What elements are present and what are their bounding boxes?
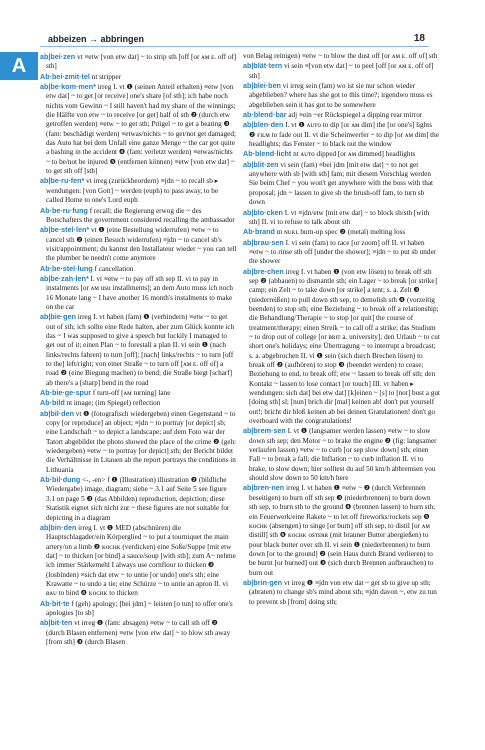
entry-text: vt irreg ❶ (fam: absagen) ≡etw ~ to call sth off ❷ (durch Blasen entfernen) ≡etw [von etw dat] ~ to blow sth away [from sth] ❸ (durch Blasen xyxy=(46,619,231,646)
headword: ab|bil·den xyxy=(40,408,74,418)
headword: ab·blend·bar xyxy=(243,110,287,120)
entry-text: f (geh) apology; [bei jdm] ~ leisten [o tun] to offer one's apologies [to sb] xyxy=(46,599,233,617)
entry-text: adj ≡ein ~er Rückspiegel a dipping rear mirror xyxy=(286,111,423,120)
headword: Ab·brand xyxy=(243,227,275,237)
headword: ab|blei·ben xyxy=(243,81,281,91)
entry-text: irreg I. vt ❶ (seinen Anteil erhalten) ≡etw [von etw dat] ~ to get [or receive] one's share [of sth]; ich habe noch nichts vom Gewinn ~ I still haven't had my share of the winnings; die Hälfte von etw ~ to receive [or get] half of sth ❷ (durch etw getroffen werden) ≡etw ~ to get sth; Prügel ~ to get a beating ❸ (fam: beschädigt werden) ≡etwas/nichts ~ to get/not get damaged; das Auto hat bei dem Unfall eine ganze Menge ~ the car got quite a bashing in the accident ❹ (fam: verletzt werden) ≡etwas/nichts ~ to be/not be injured ❺ (entfernen können) ≡etw [von etw dat] ~ to get sth off [sth] xyxy=(46,83,236,176)
headword: ab|be·ru·fen* xyxy=(40,176,85,186)
running-head: abbeizen → abbringen xyxy=(48,34,145,44)
headword: Ab·bie·ge·spur xyxy=(40,388,92,398)
dictionary-entry xyxy=(40,225,237,263)
dictionary-entry xyxy=(40,388,237,398)
entry-text: nt ᴀᴜᴛᴏ dipped [or ᴀᴍ dimmed] headlights xyxy=(291,150,416,159)
headword: Ab·be·stel·lung xyxy=(40,263,93,273)
dictionary-entry xyxy=(243,110,440,120)
dictionary-entry xyxy=(40,206,237,226)
dictionary-entry xyxy=(243,52,440,61)
header-rule xyxy=(40,46,429,47)
entry-text: irreg I. vt haben ❶ ≡etw ~ ❷ (durch Verbrennen beseitigen) to burn off sth sep ❸ (niederbrennen) to burn down sth sep, to burn sth to the ground ❹ (brennen lassen) to burn sth; ein Feuerwerk/eine Rakete ~ to let off fireworks/rockets sep ❺ ᴋᴏᴄʜᴋ (absengen) to singe [or burn] off sth sep, to distil [or ᴀᴍ distill] sth ❻ ᴋᴏᴄʜᴋ ᴏsᴛᴇʀʀ (mit brauner Butter abergießen) to pour black butter over sth II. vi sein ❶ (niederbrennen) to burn down [or to the ground] ❷ (sein Haus durch Brand verlieren) to be burnt [or burned] out ❸ (sich durch Brennen aufbrauchen) to burn out xyxy=(249,484,436,577)
headword: ab|bie·gen xyxy=(40,312,76,322)
entry-text: I. vt ≡etw ~ to pay off sth sep II. vi to pay in instalments [or ᴀᴍ usu installments]; an dem Auto muss ich noch 16 Monate lang ~ I have another 16 month's instalments to make on the car xyxy=(46,274,234,311)
entry-text: vt ❶ (eine Bestellung widerrufen) ≡etw ~ to cancel sth ❷ (einen Besuch widerrufen) ≡jdn ~ to cancel sb's visit/appointment; du kannst den Installateur wieder ~ you can tell the plumber he needn't come anymore xyxy=(46,226,237,263)
dictionary-entry xyxy=(243,483,440,577)
dictionary-entry xyxy=(40,176,237,205)
dictionary-entry xyxy=(40,82,237,176)
dictionary-entry xyxy=(243,578,440,607)
dictionary-entry xyxy=(40,523,237,599)
page-number: 18 xyxy=(413,33,425,44)
dictionary-entry xyxy=(40,52,237,72)
entry-text: von Belag reinigen) ≡etw ~ to blow the dust off [or ᴀᴍ ᴇ. off of] sth xyxy=(243,52,438,60)
headword: ab|bit·ten xyxy=(40,618,73,628)
entry-text: irreg I. vt ❶ MED (abschnüren) die Hauptschlagader/ein Körperglied ~ to put a tourniquet the main artery/on a limb ❷ ᴋᴏᴄʜᴋ (verdicken) eine Soße/Suppe [mit etw dat] ~ to thicken [or bind] a sauce/soup [with sth]; zum A~ nehme ich immer Stärkemehl I always use cornflour to thicken ❸ (losbinden) ≡sich dat etw ~ to untie [or undo] one's sth; eine Krawatte ~ to undo a tie; eine Schürze ~ to untie an apron II. vi ʙᴀᴜ to bind ❹ ᴋᴏᴄʜᴋ to thicken xyxy=(46,523,236,598)
left-column xyxy=(40,52,237,742)
entry-text: irreg I. vt haben (fam) ❶ (verhindern) ≡etw ~ to get out of sth; ich sollte eine Rede halten, aber zum Glück konnte ich das ~ I was supposed to give a speech but luckily I managed to get out of it; einen Plan ~ to forestall a plan II. vi sein ❶ (nach links/rechts fahren) to turn [off]; [nach] links/rechts ~ to turn [off to the] left/right; von einer Straße ~ to turn off [ᴀᴍ ᴇ. off of] a road ❷ (eine Biegung machen) to bend; die Straße biegt [scharf] ab there's a [sharp] bend in the road xyxy=(46,313,235,387)
dictionary-entry xyxy=(243,267,440,427)
entry-text: I. vt ❶ (langsamer werden lassen) ≡etw ~ to slow down sth sep; den Motor ~ to brake the engine ❷ (fig: langsamer verlaufen lassen) ≡etw ~ to curb [or sep slow down] sth; einen Fall ~ to break a fall; die Inflation ~ to curb inflation II. vi to brake, to slow down; hier solltest du auf 50 km/h abbremsen you should slow down to 50 km/h here xyxy=(249,427,437,483)
entry-text: f recall; die Regierung erwog die ~ des Botschafters the government considered recalling the ambassador xyxy=(46,206,235,224)
entry-text: I. vt ≡jdn/etw [mit etw dat] ~ to block sb/sth [with sth] II. vi to refuse to talk about sth xyxy=(249,208,430,226)
dictionary-entry xyxy=(40,72,237,82)
headword: ab|be·zah·len* xyxy=(40,273,89,283)
headword: ab|blen·den xyxy=(243,120,284,130)
headword: ab|be·stel·len* xyxy=(40,225,90,235)
entry-text: I. vi sein (fam) to race [or zoom] off II. vt haben ≡etw ~ to rinse sth off [under the shower]; ≡jdn ~ to put sb under the shower xyxy=(249,238,437,266)
headword: Ab·be·ru·fung xyxy=(40,205,88,215)
entry-text: vt ≡etw [von etw dat] ~ to strip sth [off [or ᴀᴍ ᴇ. off of] sth] xyxy=(46,53,237,71)
headword: ab|blit·zen xyxy=(243,159,279,169)
entry-text: m ɴᴜᴋʟ burn-up spec ❷ (metal) melting loss xyxy=(274,228,406,237)
dictionary-entry xyxy=(243,426,440,483)
dictionary-entry xyxy=(243,61,440,81)
headword: ab|bei·zen xyxy=(40,52,76,61)
dictionary-entry xyxy=(243,81,440,110)
headword: Ab·bil·dung xyxy=(40,475,81,485)
entry-text: vi sein (fam) ≡bei jdm [mit etw dat] ~ to not get anywhere with sb [with sth] fam; mit diesem Vorschlag werden Sie beim Chef ~ you won't get anywhere with the boss with that proposal; jdn ~ lassen to give sb the brush-off fam, to turn sb down xyxy=(249,160,434,207)
dictionary-entry xyxy=(40,618,237,647)
entry-text: vt irreg (zurückbeordern) ≡jdn ~ to recall sb ▸ wendungen: [von Gott] ~ werden (euph) to pass away, to be called Home to one's Lord euph xyxy=(46,177,219,205)
headword: Ab·bit·te xyxy=(40,598,70,608)
headword: Ab·bei·zmit·tel xyxy=(40,71,90,81)
entry-text: nt stripper xyxy=(89,72,122,81)
dictionary-entry xyxy=(40,409,237,475)
dictionary-entry xyxy=(243,149,440,159)
headword: ab|blo·cken xyxy=(243,207,283,217)
dictionary-entry xyxy=(243,160,440,208)
entry-text: vi irreg sein (fam) wo ist sie nur schon wieder abgeblieben? where has she got to this time?; irgendwo muss es abgeblieben sein it has got to be somewhere xyxy=(249,82,433,109)
headword: ab|brau·sen xyxy=(243,237,284,247)
entry-text: irreg I. vt haben ❶ (von etw lösen) to break off sth sep ❷ (abbauen) to dismantle sth; ein Lager ~ to break [or strike] camp; ein Zelt ~ to take down [or strike] a tent; s. a. Zelt ❸ (niederreißen) to pull down sth sep, to demolish sth ❹ (vorzeitig beenden) to stop sth; eine Beziehung ~ to break off a relationship; die Behandlung/Therapie ~ to stop [or quit] the course of treatment/therapy; einen Streik ~ to call off a strike; das Studium ~ to drop out of college [or ʙʀɪᴛ a. university]; den Urlaub ~ to cut short one's holidays; eine Übertragung ~ to interrupt a broadcast; s. a. abgebrochen II. vi ❶ sein (sich durch Brechen lösen) to break off ❷ (aufhören) to stop ❸ (beendet werden) to cease; Beziehung to end, to break off; etw ~ lassen to break off sth; den Kontakt ~ lassen to lose contact [or touch] III. vr haben ▸ wendungen: sich dat] bei etw dat] [k]einen ~ [s] to [not] bust a gut [doing sth] sl; [nun] brich dir [mal] keinen ab! don't put yourself out!; bricht dir bloß keinen ab bei deinen Gratulationen! don't go overboard with the congratulations! xyxy=(249,267,440,426)
entry-text: f turn-off [ᴀᴍ turning] lane xyxy=(91,389,171,398)
dictionary-entry xyxy=(40,475,237,523)
entry-text: I. vt ❶ ᴀᴜᴛᴏ to dip [or ᴀᴍ dim] the [or one's] lights ❷ ғɪʟᴍ to fade out II. vt die Scheinwerfer ~ to dip [or ᴀᴍ dim] the headlights; das Fenster ~ to black out the window xyxy=(249,121,439,149)
entry-text: vt irreg ❶ ≡jdn von etw dat ~ get sb to give up sth; (abraten) to change sb's mind about sth; ≡jdn davon ~, etw zu tun to prevent sb [from] doing sth; xyxy=(249,578,437,606)
headword: ab|bin·den xyxy=(40,522,77,532)
headword: ab|brin·gen xyxy=(243,577,283,587)
entry-text: vi sein ≡[von etw dat] ~ to peel [off [or ᴀᴍ ᴇ. off of] sth] xyxy=(249,62,434,80)
dictionary-entry xyxy=(40,398,237,408)
entry-text: vt ❶ (fotografisch wiedergeben) einen Gegenstand ~ to copy [or reproduce] an object; ≡jdn ~ to portray [or depict] sb; eine Landschaft ~ to depict a landscape; auf dem Foto war der Tatort abgebildet the photo showed the place of the crime ❷ (geh: wiedergeben) ≡etw ~ to portray [or depict] sth; der Bericht bildet die Verhältnisse in Litauen ab the report portrays the conditions in Lithuania xyxy=(46,409,237,474)
headword: ab|bre·chen xyxy=(243,266,284,276)
dictionary-entry xyxy=(40,274,237,312)
dictionary-entry xyxy=(243,120,440,149)
headword: Ab·blend·licht xyxy=(243,149,292,159)
headword: ab|be·kom·men* xyxy=(40,82,96,92)
headword: ab|blät·tern xyxy=(243,61,283,71)
dictionary-entry xyxy=(40,264,237,274)
page-header xyxy=(0,0,485,50)
headword: ab|brem·sen xyxy=(243,426,286,436)
dictionary-entry xyxy=(243,227,440,237)
entry-text: <-, -en> f ❶ (Illustration) illustration ❷ (bildliche Wiedergabe) image, diagram; siehe ~ 3.1 auf Seite 5 see figure 3.1 on page 5 ❸ (das Abbilden) reproduction, depiction; diese Statistik eignet sich nicht zur ~ these figures are not suitable for depicting in a diagram xyxy=(46,476,230,522)
entry-text: f cancellation xyxy=(92,264,134,273)
dictionary-entry xyxy=(40,599,237,619)
headword: ab|bren·nen xyxy=(243,483,285,493)
thumb-index-letter: A xyxy=(0,52,38,80)
entry-text: nt image; (im Spiegel) reflection xyxy=(64,399,161,408)
dictionary-entry xyxy=(243,238,440,267)
right-column xyxy=(243,52,440,742)
headword: Ab·bild xyxy=(40,398,65,408)
dictionary-entry xyxy=(40,312,237,388)
dictionary-entry xyxy=(243,208,440,228)
